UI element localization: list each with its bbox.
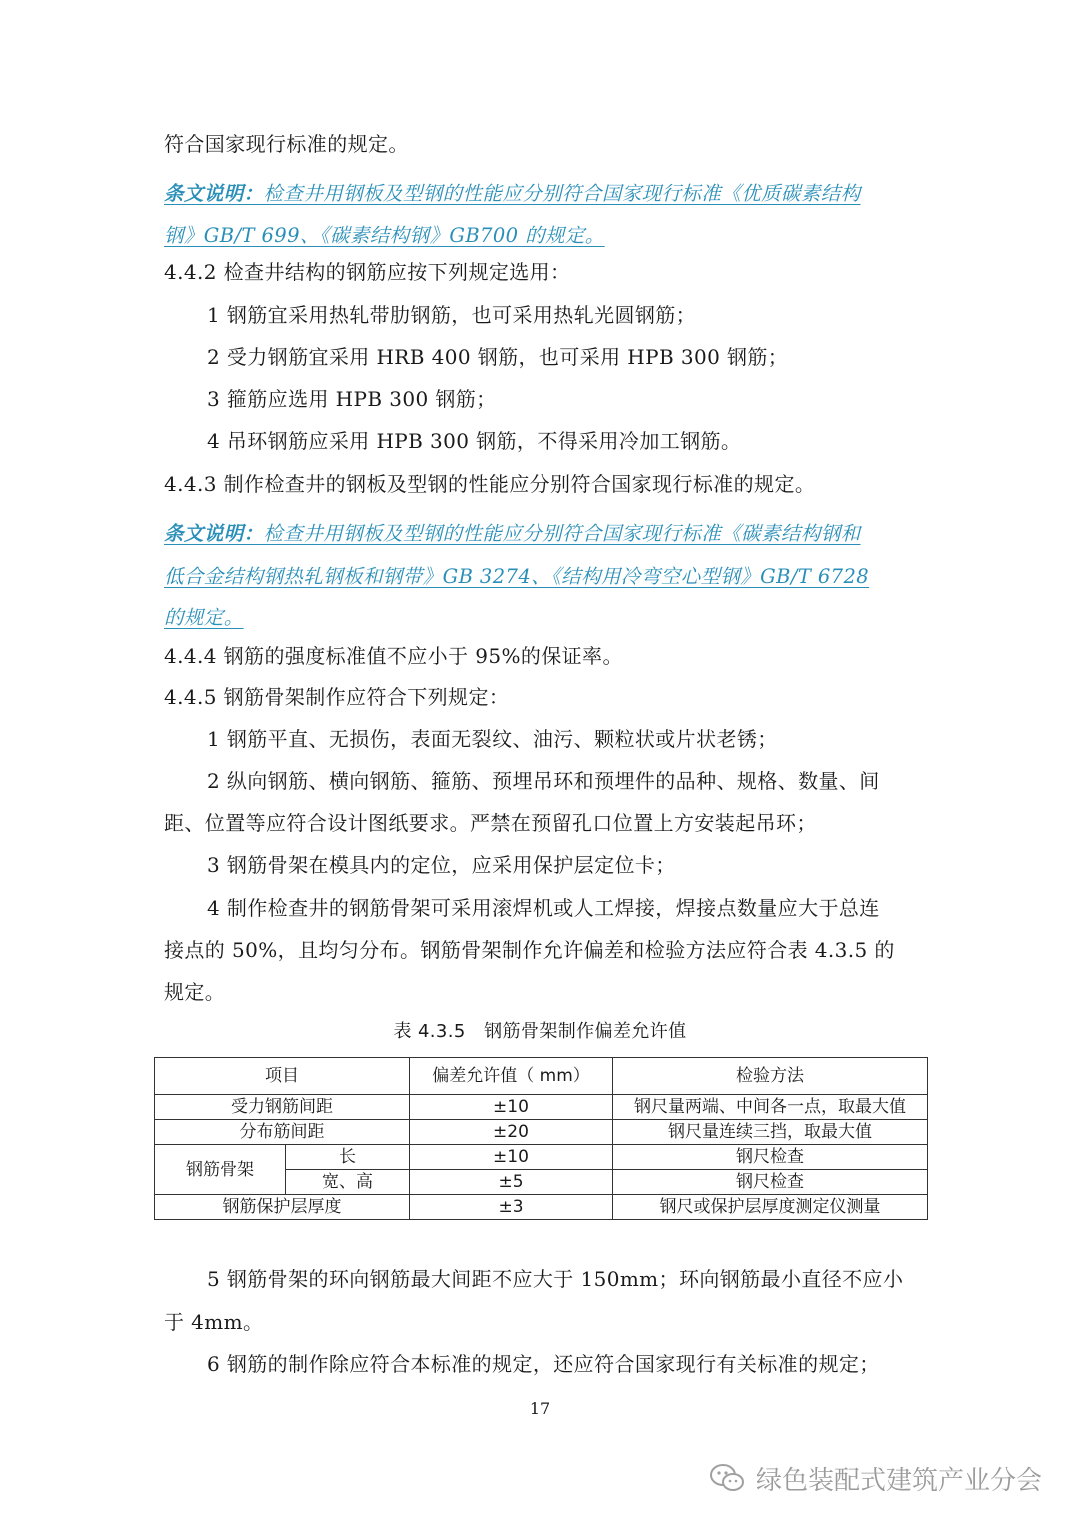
clause-note-text: 检查井用钢板及型钢的性能应分别符合国家现行标准《优质碳素结构 [263,182,861,205]
cell-item: 分布筋间距 [155,1120,410,1145]
cell-tolerance: ±20 [410,1120,613,1145]
cell-sub-item: 长 [286,1145,410,1170]
cell-item: 受力钢筋间距 [155,1095,410,1120]
list-item-4-4-5-4: 4 制作检查井的钢筋骨架可采用滚焊机或人工焊接，焊接点数量应大于总连 [207,896,880,920]
list-item-4-4-5-4-cont: 接点的 50%，且均匀分布。钢筋骨架制作允许偏差和检验方法应符合表 4.3.5 的 [164,938,895,962]
list-item-4-4-5-5-cont: 于 4mm。 [164,1310,264,1334]
tolerance-table [154,1057,928,1220]
header-method: 检验方法 [613,1058,928,1095]
cell-method: 钢尺检查 [613,1145,928,1170]
cell-tolerance: ±5 [410,1170,613,1195]
cell-method: 钢尺检查 [613,1170,928,1195]
list-item-4-4-5-3: 3 钢筋骨架在模具内的定位，应采用保护层定位卡； [207,853,676,877]
cell-item: 钢筋保护层厚度 [155,1195,410,1220]
cell-group: 钢筋骨架 [155,1145,286,1195]
list-item-4-4-2-3: 3 箍筋应选用 HPB 300 钢筋； [207,387,497,411]
cell-tolerance: ±10 [410,1095,613,1120]
watermark [708,1458,1042,1498]
list-item-4-4-5-1: 1 钢筋平直、无损伤，表面无裂纹、油污、颗粒状或片状老锈； [207,727,778,751]
clause-note-2-line-3: 的规定。 [164,606,244,629]
table-header-row [155,1058,928,1095]
wechat-icon [708,1462,746,1494]
cell-method: 钢尺量两端、中间各一点，取最大值 [613,1095,928,1120]
clause-note-2-line-2: 低合金结构钢热轧钢板和钢带》GB 3274、《结构用冷弯空心型钢》GB/T 6728 [164,565,870,588]
clause-note-label: 条文说明： [164,182,264,205]
clause-note-label: 条文说明： [164,522,264,545]
list-item-4-4-2-4: 4 吊环钢筋应采用 HPB 300 钢筋，不得采用冷加工钢筋。 [207,429,742,453]
body-line-1: 符合国家现行标准的规定。 [164,132,409,156]
cell-sub-item: 宽、高 [286,1170,410,1195]
cell-tolerance: ±3 [410,1195,613,1220]
list-item-4-4-5-2: 2 纵向钢筋、横向钢筋、箍筋、预埋吊环和预埋件的品种、规格、数量、间 [207,769,880,793]
clause-4-4-4: 4.4.4 钢筋的强度标准值不应小于 95%的保证率。 [164,644,623,668]
clause-note-1-line-2: 钢》GB/T 699、《碳素结构钢》GB700 的规定。 [164,224,605,247]
clause-note-text: 检查井用钢板及型钢的性能应分别符合国家现行标准《碳素结构钢和 [263,522,861,545]
watermark-text: 绿色装配式建筑产业分会 [756,1465,1043,1496]
clause-note-2-line-1 [164,521,861,547]
table-row [155,1145,928,1170]
cell-tolerance: ±10 [410,1145,613,1170]
page-number: 17 [529,1399,551,1418]
clause-4-4-5: 4.4.5 钢筋骨架制作应符合下列规定： [164,685,510,709]
list-item-4-4-2-1: 1 钢筋宜采用热轧带肋钢筋，也可采用热轧光圆钢筋； [207,303,697,327]
clause-4-4-2: 4.4.2 检查井结构的钢筋应按下列规定选用： [164,260,571,284]
list-item-4-4-2-2: 2 受力钢筋宜采用 HRB 400 钢筋，也可采用 HPB 300 钢筋； [207,345,789,369]
header-tolerance: 偏差允许值（ mm） [410,1058,613,1095]
header-item: 项目 [155,1058,410,1095]
list-item-4-4-5-5: 5 钢筋骨架的环向钢筋最大间距不应大于 150mm；环向钢筋最小直径不应小 [207,1267,904,1291]
clause-note-1-line-1 [164,181,861,207]
list-item-4-4-5-4-cont2: 规定。 [164,980,226,1004]
list-item-4-4-5-6: 6 钢筋的制作除应符合本标准的规定，还应符合国家现行有关标准的规定； [207,1352,880,1376]
table-row [155,1095,928,1120]
clause-4-4-3: 4.4.3 制作检查井的钢板及型钢的性能应分别符合国家现行标准的规定。 [164,472,816,496]
table-row [155,1120,928,1145]
list-item-4-4-5-2-cont: 距、位置等应符合设计图纸要求。严禁在预留孔口位置上方安装起吊环； [164,811,817,835]
table-caption: 表 4.3.5 钢筋骨架制作偏差允许值 [393,1021,687,1042]
table-row [155,1195,928,1220]
cell-method: 钢尺或保护层厚度测定仪测量 [613,1195,928,1220]
cell-method: 钢尺量连续三挡，取最大值 [613,1120,928,1145]
